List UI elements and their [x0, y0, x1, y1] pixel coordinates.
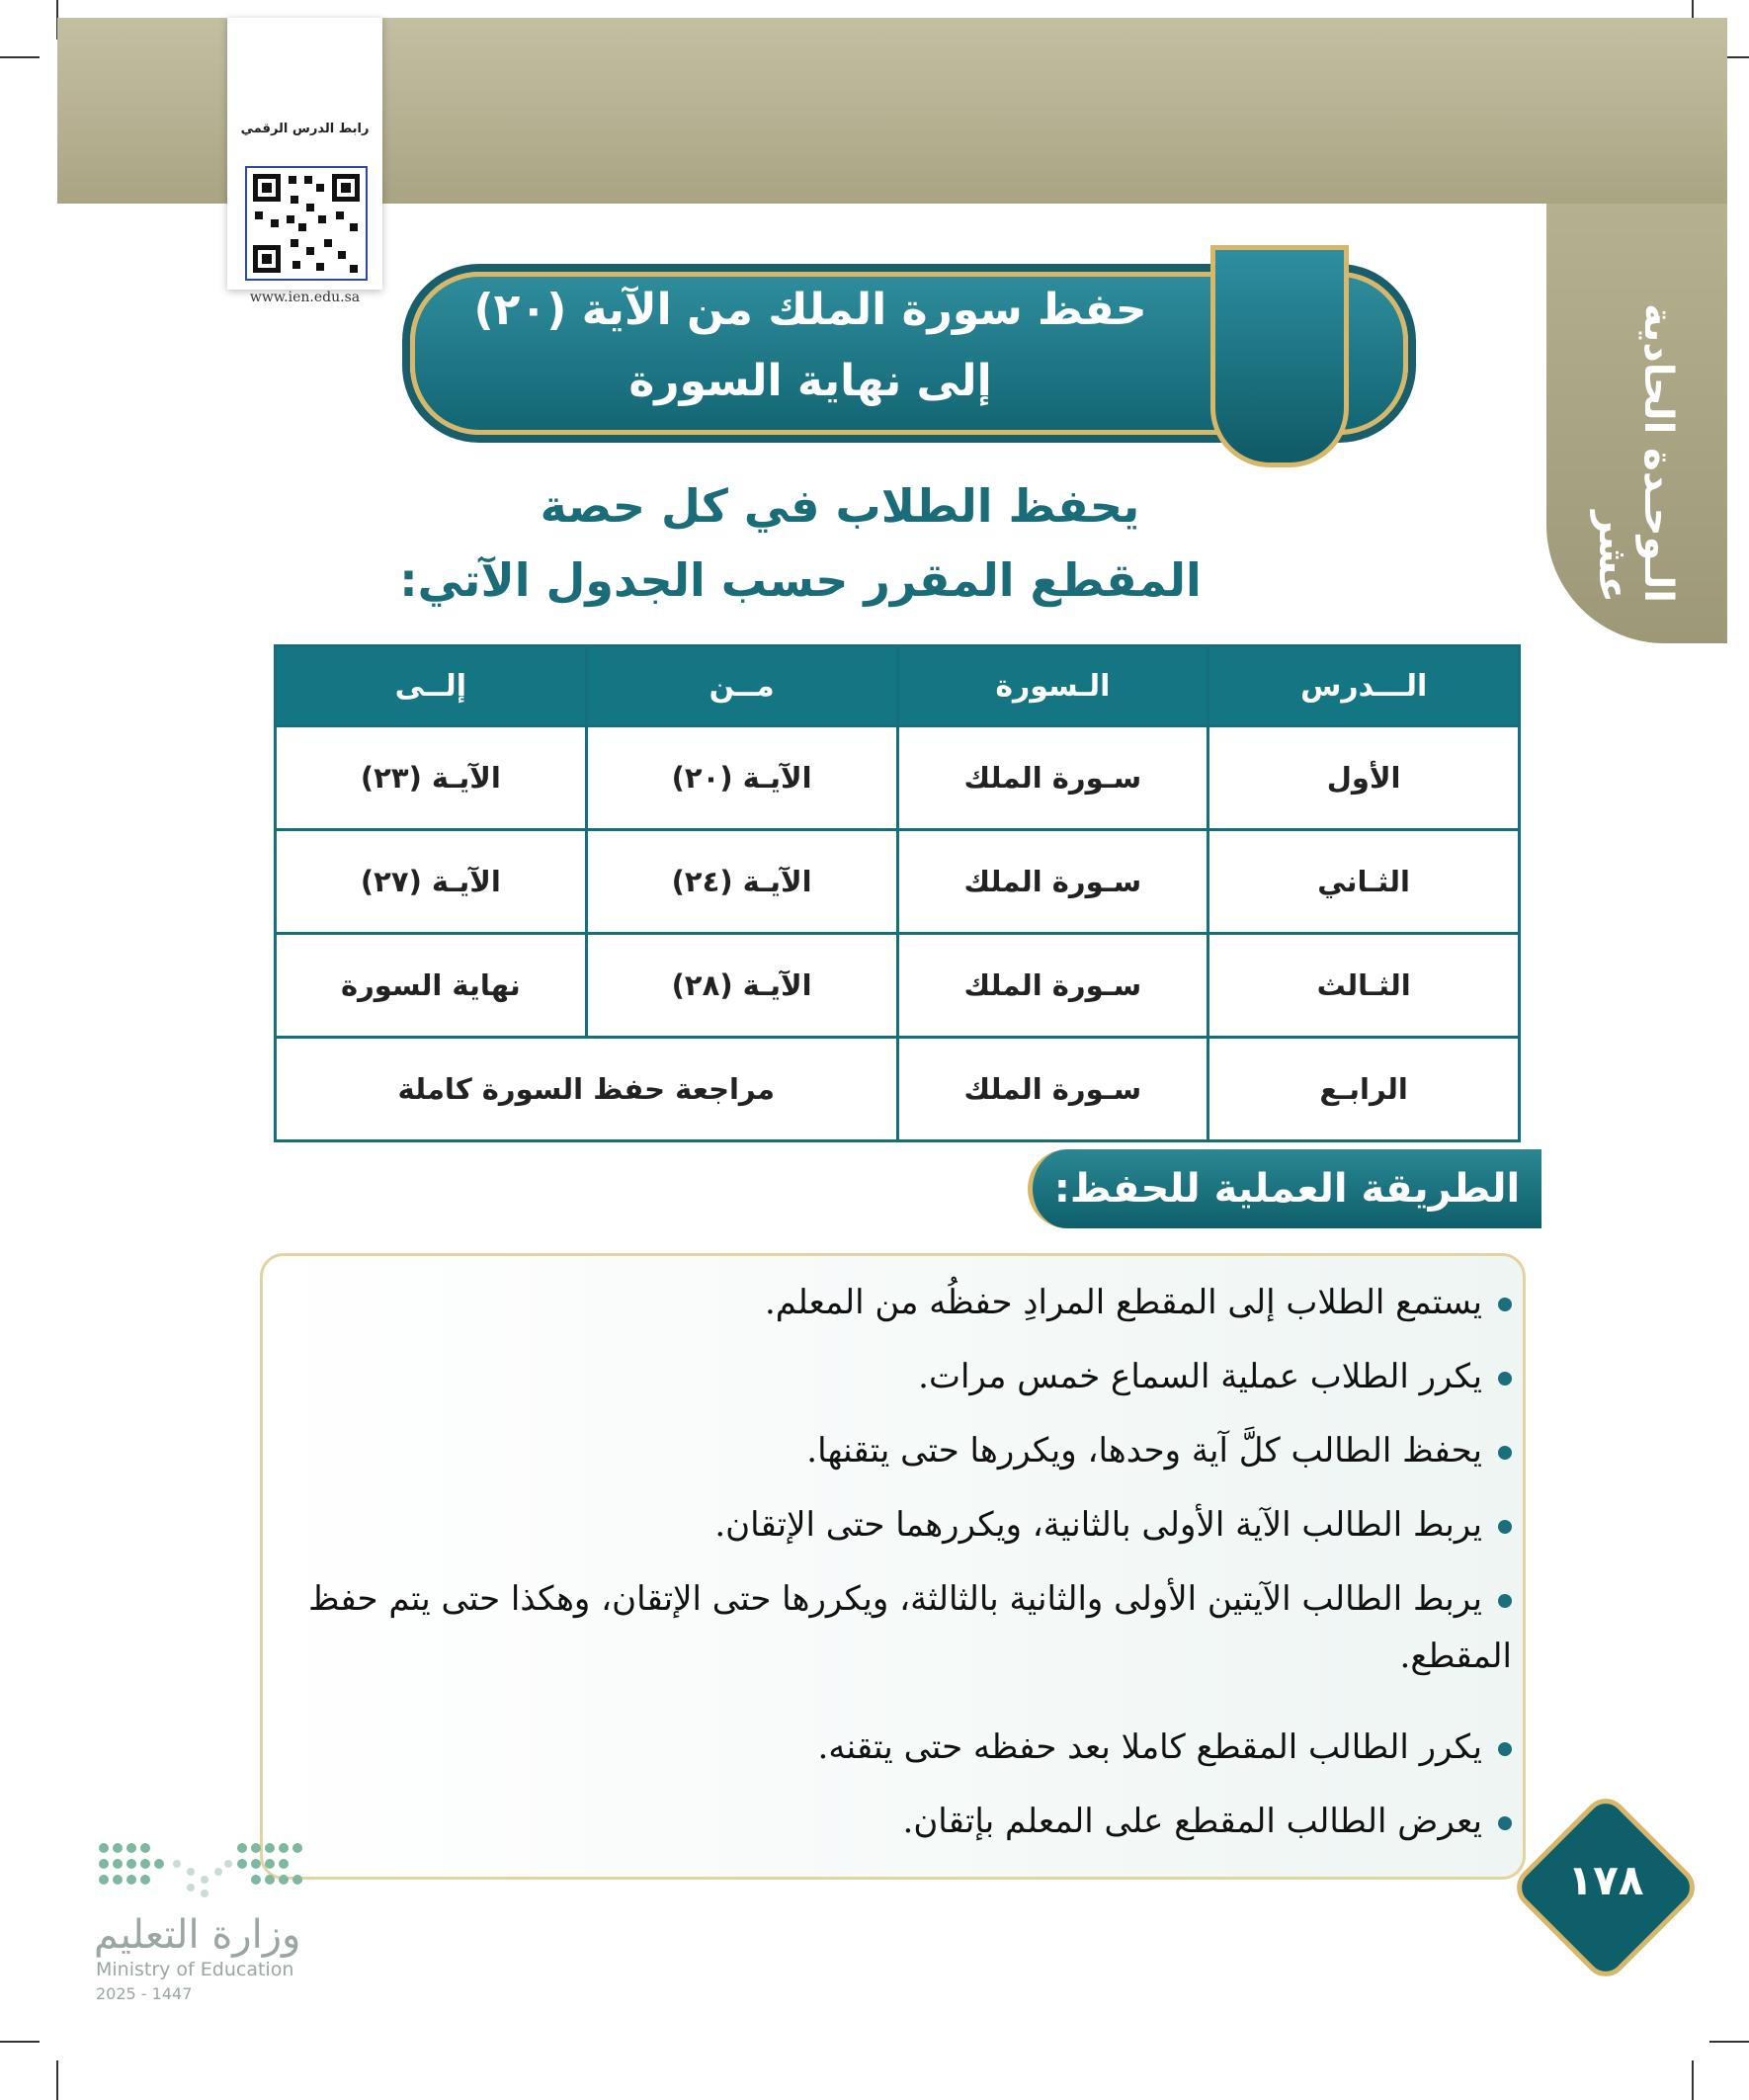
- table-row: [276, 1038, 1520, 1141]
- list-item: [287, 1423, 1512, 1480]
- header-surah: الـسورة: [897, 646, 1208, 726]
- cell-lesson: الثـالث: [1208, 934, 1520, 1038]
- cell-to: الآيـة (٢٣): [276, 726, 587, 830]
- step-text: يعرض الطالب المقطع على المعلم بإتقان.: [902, 1802, 1482, 1841]
- page-number: ١٧٨: [1567, 1856, 1644, 1904]
- unit-title: الـوحـدة الحادية عشر: [1590, 302, 1681, 603]
- bullet-icon: [1498, 1816, 1512, 1830]
- cell-from: الآيـة (٢٤): [586, 830, 897, 934]
- step-text: يستمع الطلاب إلى المقطع المرادِ حفظُه من المعلم.: [764, 1283, 1482, 1322]
- method-box: [260, 1253, 1526, 1880]
- ministry-name-en: Ministry of Education: [96, 1959, 294, 1980]
- list-item: [287, 1275, 1512, 1332]
- intro-line1: يحفظ الطلاب في كل حصة: [540, 479, 1140, 533]
- cell-surah: سـورة الملك: [897, 830, 1208, 934]
- crop-mark: [0, 56, 40, 58]
- step-text: يحفظ الطالب كلَّ آية وحدها، ويكررها حتى يتقنها.: [806, 1431, 1482, 1470]
- edition-year: 2025 - 1447: [96, 1984, 193, 2003]
- cell-to: الآيـة (٢٧): [276, 830, 587, 934]
- cell-lesson: الثـاني: [1208, 830, 1520, 934]
- qr-url[interactable]: www.ien.edu.sa: [249, 290, 361, 305]
- cell-to: نهاية السورة: [276, 934, 587, 1038]
- lesson-title-line1: حفظ سورة الملك من الآية (٢٠): [473, 285, 1147, 335]
- ministry-logo-icon: [94, 1838, 311, 1906]
- bullet-icon: [1498, 1372, 1512, 1386]
- banner-flag-ornament: [1210, 245, 1349, 467]
- step-text: يربط الطالب الآيتين الأولى والثانية بالثالثة، ويكررها حتى الإتقان، وهكذا حتى يتم حفظ المقطع.: [308, 1579, 1512, 1676]
- cell-surah: سـورة الملك: [897, 1038, 1208, 1141]
- crop-mark: [0, 2041, 40, 2043]
- bullet-icon: [1498, 1594, 1512, 1608]
- list-item: [287, 1720, 1512, 1777]
- header-to: إلــى: [276, 646, 587, 726]
- list-item: [287, 1794, 1512, 1851]
- ministry-name-ar: وزارة التعليم: [94, 1912, 301, 1958]
- step-text: يكرر الطلاب عملية السماع خمس مرات.: [918, 1357, 1482, 1396]
- cell-surah: سـورة الملك: [897, 934, 1208, 1038]
- method-heading: الطريقة العملية للحفظ:: [1028, 1149, 1541, 1228]
- list-item: [287, 1571, 1512, 1686]
- crop-mark: [56, 2060, 58, 2100]
- schedule-table: [274, 644, 1521, 1142]
- crop-mark: [1692, 2060, 1694, 2100]
- bullet-icon: [1498, 1742, 1512, 1756]
- intro-line2: المقطع المقرر حسب الجدول الآتي:: [399, 553, 1202, 607]
- qr-code-icon[interactable]: [245, 166, 368, 281]
- cell-from: الآيـة (٢٨): [586, 934, 897, 1038]
- bullet-icon: [1498, 1298, 1512, 1311]
- cell-review: مراجعة حفظ السورة كاملة: [276, 1038, 898, 1141]
- bullet-icon: [1498, 1446, 1512, 1460]
- cell-lesson: الأول: [1208, 726, 1520, 830]
- qr-label: رابط الدرس الرقمي: [240, 122, 370, 136]
- bullet-icon: [1498, 1520, 1512, 1534]
- qr-card[interactable]: [227, 18, 382, 305]
- list-item: [287, 1497, 1512, 1554]
- cell-from: الآيـة (٢٠): [586, 726, 897, 830]
- header-lesson: الـــدرس: [1208, 646, 1520, 726]
- crop-mark: [1709, 2041, 1749, 2043]
- lesson-title-line2: إلى نهاية السورة: [628, 356, 992, 406]
- table-header-row: [276, 646, 1520, 726]
- cell-surah: سـورة الملك: [897, 726, 1208, 830]
- step-text: يربط الطالب الآية الأولى بالثانية، ويكررهما حتى الإتقان.: [714, 1505, 1482, 1545]
- cell-lesson: الرابـع: [1208, 1038, 1520, 1141]
- list-item: [287, 1349, 1512, 1406]
- step-text: يكرر الطالب المقطع كاملا بعد حفظه حتى يتقنه.: [817, 1727, 1482, 1767]
- table-row: [276, 934, 1520, 1038]
- table-row: [276, 830, 1520, 934]
- table-row: [276, 726, 1520, 830]
- header-from: مــن: [586, 646, 897, 726]
